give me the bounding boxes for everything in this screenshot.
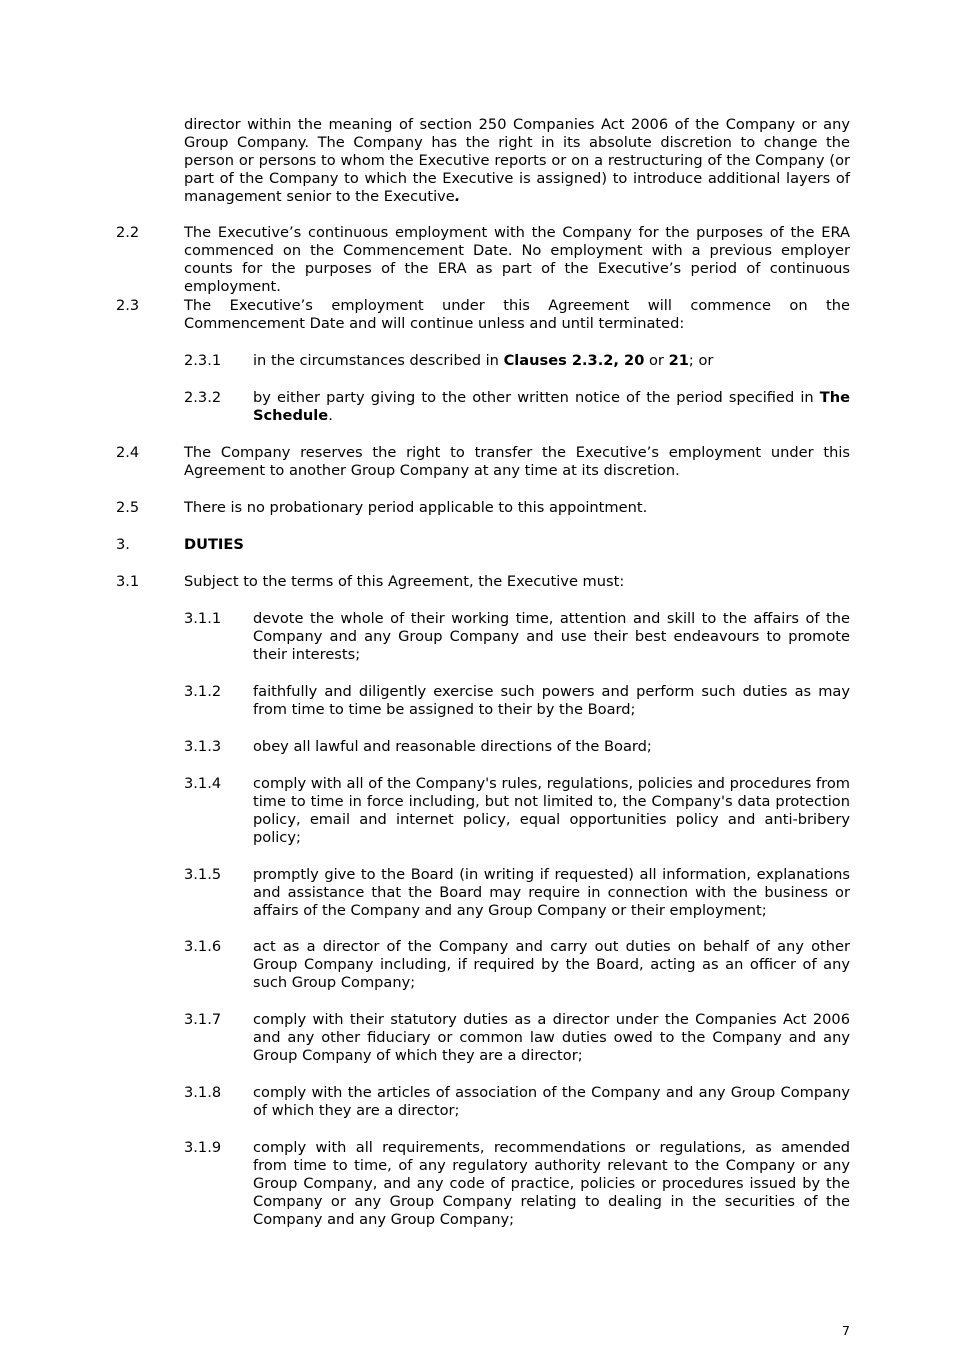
clause-3-1-2-text: faithfully and diligently exercise such powers and perform such duties as may from time to time be assigned to their by the Board; <box>253 683 850 718</box>
clause-2-3-1-pre: in the circumstances described in <box>253 352 504 369</box>
clause-3-1-2-number: 3.1.2 <box>184 683 222 700</box>
clause-2-3-2-pre: by either party giving to the other written notice of the period specified in <box>253 389 820 406</box>
clause-3-1-number: 3.1 <box>116 573 140 590</box>
clause-2-4-text: The Company reserves the right to transfer the Executive’s employment under this Agreement to another Group Company at any time at its discretion. <box>184 444 850 479</box>
clause-ref-bold: Clauses 2.3.2, 20 <box>503 352 645 369</box>
clause-2-3-text: The Executive’s employment under this Agreement will commence on the Commencement Date and will continue unless and until terminated: <box>184 297 850 332</box>
section-3-heading: DUTIES <box>184 536 244 553</box>
clause-3-1-9-text: comply with all requirements, recommendations or regulations, as amended from time to time, of any regulatory authority relevant to the Company or any Group Company, and any code of practice, policies or procedures issued by the Company or any Group Company relating to dealing in the securities of the Company and any Group Company; <box>253 1139 850 1228</box>
clause-2-5-number: 2.5 <box>116 499 140 516</box>
clause-2-3-1-post: ; or <box>688 352 714 369</box>
clause-3-1-text: Subject to the terms of this Agreement, the Executive must: <box>184 573 625 590</box>
section-3-number: 3. <box>116 536 130 553</box>
clause-3-1-8-number: 3.1.8 <box>184 1084 222 1101</box>
clause-ref-bold-21: 21 <box>668 352 689 369</box>
clause-2-3-2-text <box>253 389 850 425</box>
clause-3-1-3-text: obey all lawful and reasonable directions of the Board; <box>253 738 652 755</box>
clause-2-1-continuation <box>184 116 850 206</box>
clause-3-1-5-number: 3.1.5 <box>184 866 222 883</box>
clause-3-1-4-text: comply with all of the Company's rules, regulations, policies and procedures from time to time in force including, but not limited to, the Company's data protection policy, email and internet policy, equal opportunities policy and anti-bribery policy; <box>253 775 850 846</box>
clause-3-1-7-text: comply with their statutory duties as a director under the Companies Act 2006 and any other fiduciary or common law duties owed to the Company and any Group Company of which they are a director; <box>253 1011 850 1064</box>
clause-2-3-1-number: 2.3.1 <box>184 352 222 369</box>
clause-2-3-number: 2.3 <box>116 297 140 314</box>
clause-3-1-8-text: comply with the articles of association of the Company and any Group Company of which they are a director; <box>253 1084 850 1119</box>
clause-2-4-number: 2.4 <box>116 444 140 461</box>
clause-2-2-number: 2.2 <box>116 224 140 241</box>
clause-3-1-6-number: 3.1.6 <box>184 938 222 955</box>
clause-3-1-9-number: 3.1.9 <box>184 1139 222 1156</box>
clause-2-3-1-mid: or <box>644 352 669 369</box>
clause-3-1-7-number: 3.1.7 <box>184 1011 222 1028</box>
page-number: 7 <box>842 1323 850 1338</box>
clause-3-1-6-text: act as a director of the Company and carry out duties on behalf of any other Group Company including, if required by the Board, acting as an officer of any such Group Company; <box>253 938 850 991</box>
clause-2-3-1-text <box>253 352 850 370</box>
clause-2-1-text: director within the meaning of section 250 Companies Act 2006 of the Company or any Group Company. The Company has the right in its absolute discretion to change the person or persons to whom the Executive reports or on a restructuring of the Company (or part of the Company to which the Executive is assigned) to introduce additional layers of management senior to the Executive <box>184 116 850 205</box>
schedule-ref-bold: The Schedule <box>253 389 850 424</box>
clause-3-1-3-number: 3.1.3 <box>184 738 222 755</box>
clause-2-1-end: . <box>454 188 461 205</box>
clause-3-1-1-number: 3.1.1 <box>184 610 222 627</box>
clause-2-3-2-post: . <box>328 407 333 424</box>
clause-3-1-5-text: promptly give to the Board (in writing if requested) all information, explanations and assistance that the Board may require in connection with the business or affairs of the Company and any Group Company or their employment; <box>253 866 850 919</box>
clause-2-2-text: The Executive’s continuous employment with the Company for the purposes of the ERA commenced on the Commencement Date. No employment with a previous employer counts for the purposes of the ERA as part of the Executive’s period of continuous employment. <box>184 224 850 295</box>
clause-3-1-1-text: devote the whole of their working time, attention and skill to the affairs of the Company and any Group Company and use their best endeavours to promote their interests; <box>253 610 850 663</box>
clause-2-5-text: There is no probationary period applicable to this appointment. <box>184 499 648 516</box>
clause-3-1-4-number: 3.1.4 <box>184 775 222 792</box>
clause-2-3-2-number: 2.3.2 <box>184 389 222 406</box>
